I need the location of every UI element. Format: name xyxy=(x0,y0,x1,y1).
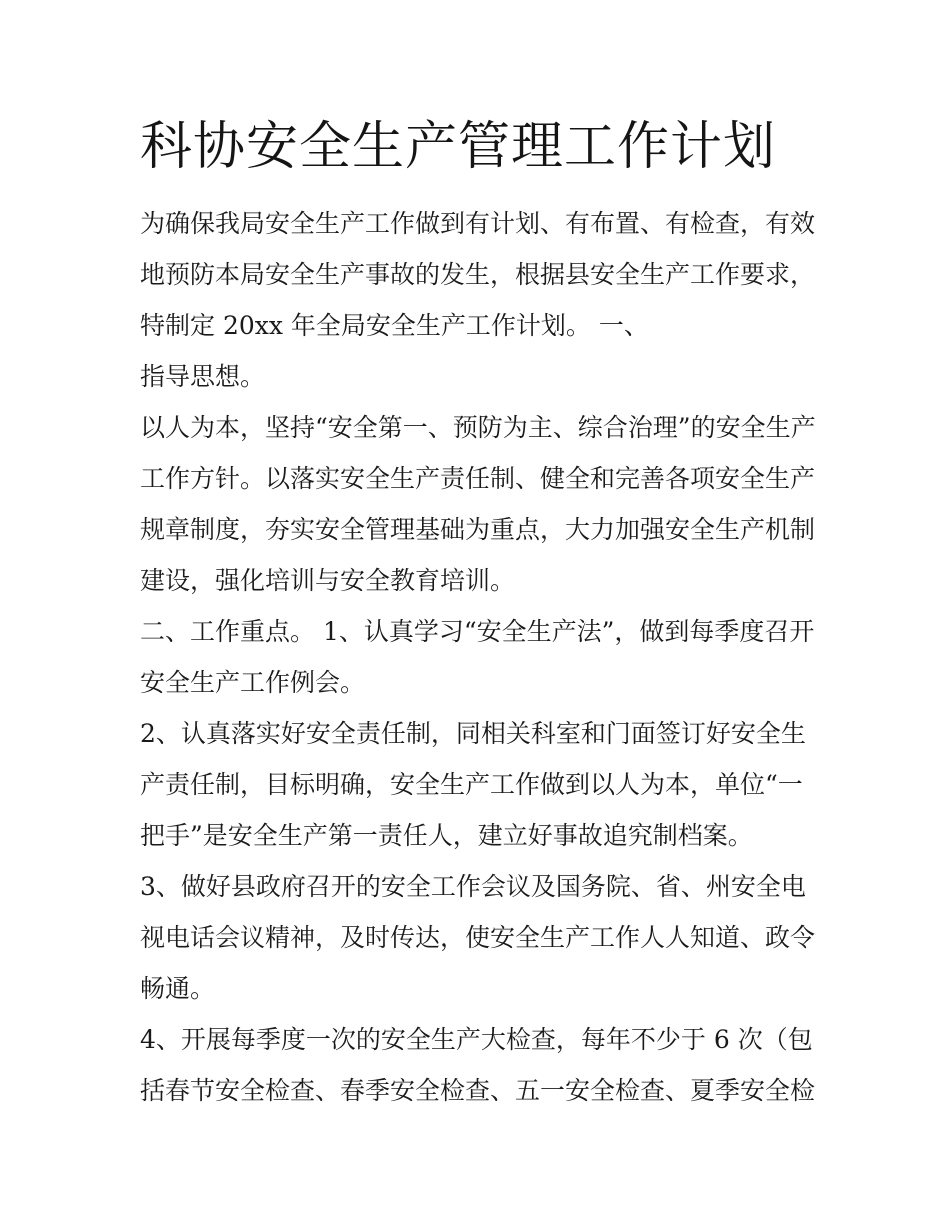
body-line: 把手”是安全生产第一责任人，建立好事故追究制档案。 xyxy=(140,821,753,850)
body-line: 特制定 20xx 年全局安全生产工作计划。 一、 xyxy=(140,311,649,340)
body-line: 安全生产工作例会。 xyxy=(140,668,366,697)
body-line: 建设，强化培训与安全教育培训。 xyxy=(140,566,516,595)
body-line: 产责任制，目标明确，安全生产工作做到以人为本，单位“一 xyxy=(140,770,803,799)
body-line: 4、开展每季度一次的安全生产大检查，每年不少于 6 次（包 xyxy=(140,1025,813,1054)
body-line: 畅通。 xyxy=(140,974,216,1003)
document-title: 科协安全生产管理工作计划 xyxy=(140,117,777,177)
body-line: 视电话会议精神，及时传达，使安全生产工作人人知道、政令 xyxy=(140,923,816,952)
body-line: 3、做好县政府召开的安全工作会议及国务院、省、州安全电 xyxy=(140,872,806,901)
body-line: 以人为本，坚持“安全第一、预防为主、综合治理”的安全生产 xyxy=(140,413,816,442)
body-line: 为确保我局安全生产工作做到有计划、有布置、有检查，有效 xyxy=(140,209,816,238)
body-line: 规章制度，夯实安全管理基础为重点，大力加强安全生产机制 xyxy=(140,515,816,544)
body-line: 2、认真落实好安全责任制，同相关科室和门面签订好安全生 xyxy=(140,719,806,748)
body-line: 指导思想。 xyxy=(140,362,266,391)
body-line: 工作方针。以落实安全生产责任制、健全和完善各项安全生产 xyxy=(140,464,816,493)
body-line: 地预防本局安全生产事故的发生，根据县安全生产工作要求， xyxy=(140,260,816,289)
body-line: 括春节安全检查、春季安全检查、五一安全检查、夏季安全检 xyxy=(140,1076,816,1105)
body-line: 二、工作重点。 1、认真学习“安全生产法”，做到每季度召开 xyxy=(140,617,815,646)
document-body xyxy=(140,198,820,1116)
